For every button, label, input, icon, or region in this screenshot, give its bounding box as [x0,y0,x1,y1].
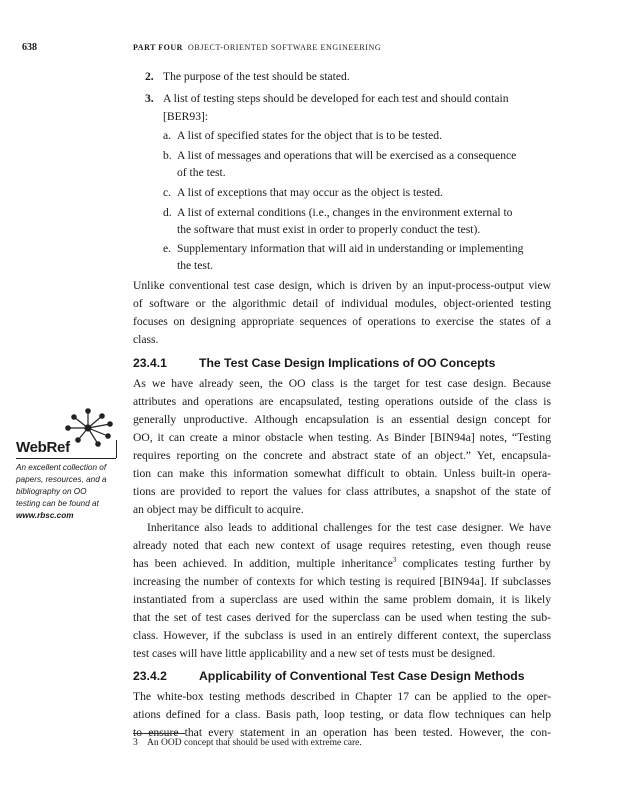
paragraph-line: class. [133,333,159,346]
webref-line: bibliography on OO [16,487,87,496]
line-text: has been achieved. In addition, multiple inheritance [133,557,393,570]
list-item-line: A list of testing steps should be developed for each test and should contain [163,92,509,105]
sublist-letter: e. [163,242,172,255]
running-head [22,42,602,56]
list-item-number: 3. [145,92,154,105]
sublist-letter: b. [163,149,172,162]
paragraph-line: The white-box testing methods described in Chapter 17 can be applied to the oper- [133,690,551,703]
sublist-line: the software that must exist in order to properly conduct the test). [177,223,481,236]
paragraph-line: that the set of test cases derived for the superclass can be used when testing the sub- [133,611,551,624]
paragraph-line: Unlike conventional test case design, which is driven by an input-process-output view [133,279,551,292]
paragraph-line: already noted that each new context of usage requires retesting, even though reuse [133,539,551,552]
line-text: complicates testing further by [396,557,551,570]
footnote-text: An OOD concept that should be used with extreme care. [147,738,362,748]
webref-divider [16,458,116,459]
sublist-letter: d. [163,206,172,219]
paragraph-line: instantiated from a superclass are used within the same problem domain, it is likely [133,593,551,606]
section-heading-23-4-1 [133,356,495,370]
page-number: 638 [22,42,37,53]
footnote [133,738,362,748]
footnote-rule [133,733,185,734]
paragraph-line: test cases will have little applicability and a new set of tests must be designed. [133,647,496,660]
webref-line: An excellent collection of [16,463,107,472]
paragraph-line: tion can make this information somewhat difficult to obtain. Unless built-in opera- [133,467,551,480]
paragraph-line: an object may be difficult to acquire. [133,503,304,516]
sublist-line: A list of specified states for the object that is to be tested. [177,129,442,142]
paragraph-line: tions are provided to report the values for class attributes, a snapshot of the state of [133,485,551,498]
sublist-line: A list of exceptions that may occur as the object is tested. [177,186,443,199]
paragraph-line: generally unproductive. Although encapsulation is an essential design concept for [133,413,551,426]
paragraph-line: attributes and operations are encapsulated, testing operations outside of the class is [133,395,551,408]
list-item-line: [BER93]: [163,110,209,123]
paragraph-line: As we have already seen, the OO class is the target for test case design. Because [133,377,551,390]
paragraph-line: OO, it can create a minor obstacle when testing. As Binder [BIN94a] notes, “Testing [133,431,551,444]
section-heading-23-4-2 [133,669,525,683]
paragraph-line: focuses on designing appropriate sequences of operations to exercise the states of a [133,315,551,328]
sublist-line: of the test. [177,166,226,179]
paragraph-line: class. However, if the subclass is used in an entirely different context, the superclass [133,629,551,642]
paragraph-line: requires reporting on the concrete and abstract state of an object.” Yet, encapsula- [133,449,551,462]
list-item-number: 2. [145,70,154,83]
webref-title: WebRef [16,439,70,456]
paragraph-line: Inheritance also leads to additional challenges for the test case designer. We have [147,521,551,534]
part-label: PART FOUR [133,43,183,52]
sublist-letter: a. [163,129,172,142]
paragraph-line: increasing the number of contexts for which testing is required [BIN94a]. If subclasses [133,575,551,588]
section-number: 23.4.2 [133,669,167,683]
footnote-ref: 3 [392,556,397,564]
paragraph-line [133,555,551,573]
list-item-line: The purpose of the test should be stated. [163,70,350,83]
section-number: 23.4.1 [133,356,167,370]
section-title: Applicability of Conventional Test Case Design Methods [199,669,525,683]
part-title: OBJECT-ORIENTED SOFTWARE ENGINEERING [188,43,382,52]
webref-divider-vertical [116,440,117,458]
paragraph-line: of software or the algorithmic detail of individual modules, object-oriented testing [133,297,551,310]
section-title: The Test Case Design Implications of OO Concepts [199,356,496,370]
sublist-line: the test. [177,259,214,272]
sublist-letter: c. [163,186,172,199]
footnote-number: 3 [133,738,138,748]
paragraph-line: ations defined for a class. Basis path, loop testing, or data flow techniques can help [133,708,551,721]
sublist-line: Supplementary information that will aid in understanding or implementing [177,242,524,255]
webref-url[interactable]: www.rbsc.com [16,511,74,520]
sublist-line: A list of external conditions (i.e., changes in the environment external to [177,206,513,219]
sublist-line: A list of messages and operations that will be exercised as a consequence [177,149,517,162]
webref-line: papers, resources, and a [16,475,107,484]
paragraph-line: to ensure that every statement in an operation has been tested. However, the con- [133,726,551,739]
webref-line: testing can be found at [16,499,99,508]
